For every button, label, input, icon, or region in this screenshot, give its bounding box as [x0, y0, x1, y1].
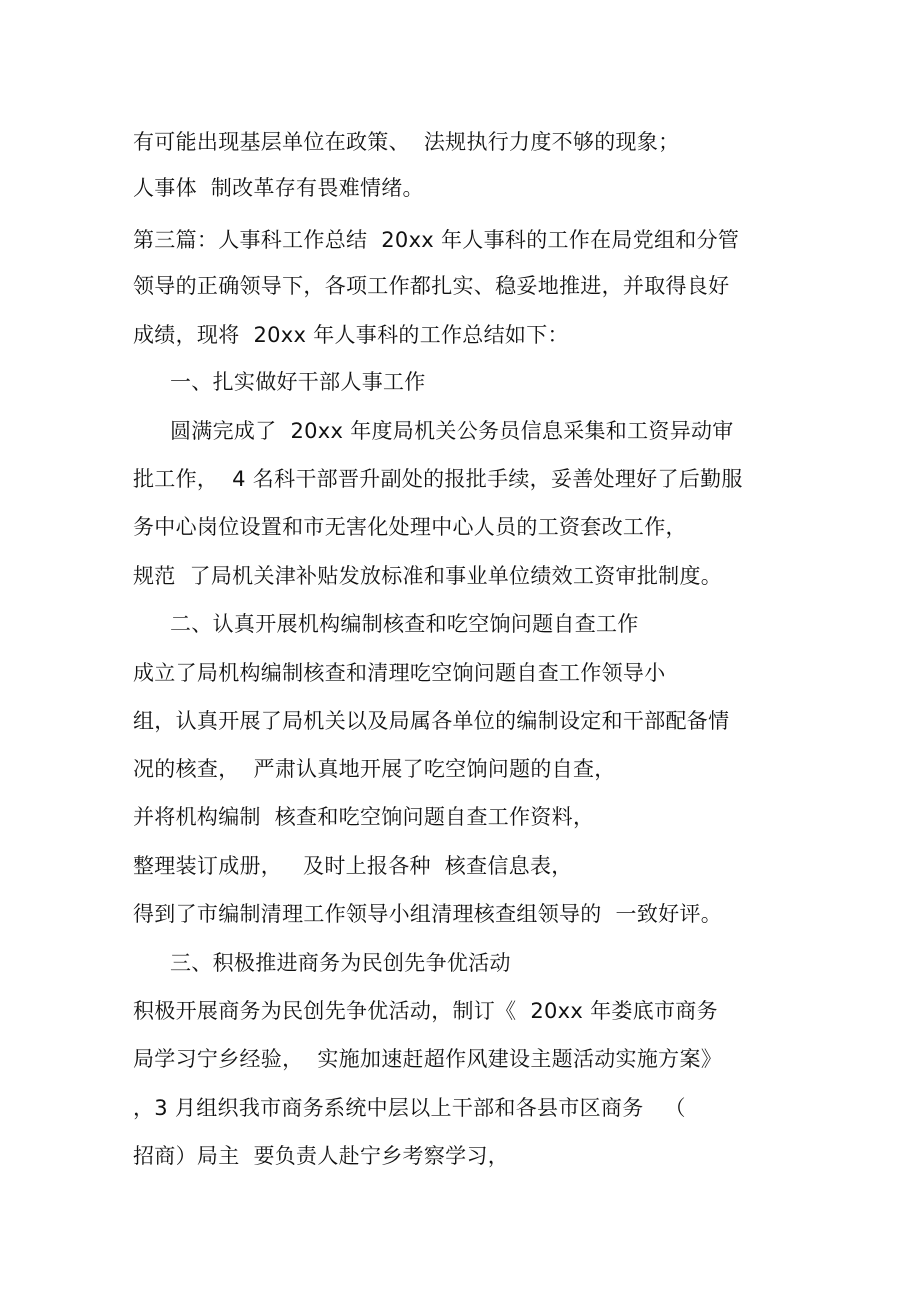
text-line: 成立了局机构编制核查和清理吃空饷问题自查工作领导小: [133, 661, 666, 685]
text-line: 第三篇：人事科工作总结 20xx 年人事科的工作在局党组和分管: [133, 228, 740, 252]
text-line: 圆满完成了 20xx 年度局机关公务员信息采集和工资异动审: [170, 419, 734, 443]
section-heading-1: 一、扎实做好干部人事工作: [170, 370, 426, 394]
text-line: 局学习宁乡经验， 实施加速赶超作风建设主题活动实施方案》: [133, 1047, 723, 1071]
section-heading-3: 三、积极推进商务为民创先争优活动: [170, 951, 511, 975]
text-line: 并将机构编制 核查和吃空饷问题自查工作资料，: [133, 805, 595, 829]
text-line: 规范 了局机关津补贴发放标准和事业单位绩效工资审批制度。: [133, 564, 723, 588]
text-line: 领导的正确领导下，各项工作都扎实、稳妥地推进，并取得良好: [133, 274, 730, 298]
text-line: 积极开展商务为民创先争优活动，制订《 20xx 年娄底市商务: [133, 999, 718, 1023]
section-heading-2: 二、认真开展机构编制核查和吃空饷问题自查工作: [170, 612, 639, 636]
text-line: 组，认真开展了局机关以及局属各单位的编制设定和干部配备情: [133, 709, 730, 733]
text-line: 整理装订成册， 及时上报各种 核查信息表，: [133, 854, 573, 878]
text-line: 招商）局主 要负责人赴宁乡考察学习，: [133, 1144, 510, 1168]
text-line: ，3 月组织我市商务系统中层以上干部和各县市区商务 （: [133, 1096, 686, 1120]
text-line: 况的核查， 严肃认真地开展了吃空饷问题的自查，: [133, 757, 616, 781]
text-line: 批工作， 4 名科干部晋升副处的报批手续，妥善处理好了后勤服: [133, 467, 743, 491]
text-line: 务中心岗位设置和市无害化处理中心人员的工资套改工作，: [133, 515, 687, 539]
text-line: 得到了市编制清理工作领导小组清理核查组领导的 一致好评。: [133, 902, 723, 926]
text-line: 有可能出现基层单位在政策、 法规执行力度不够的现象；: [133, 130, 680, 154]
text-line: 成绩，现将 20xx 年人事科的工作总结如下：: [133, 323, 569, 347]
text-line: 人事体 制改革存有畏难情绪。: [133, 176, 424, 200]
